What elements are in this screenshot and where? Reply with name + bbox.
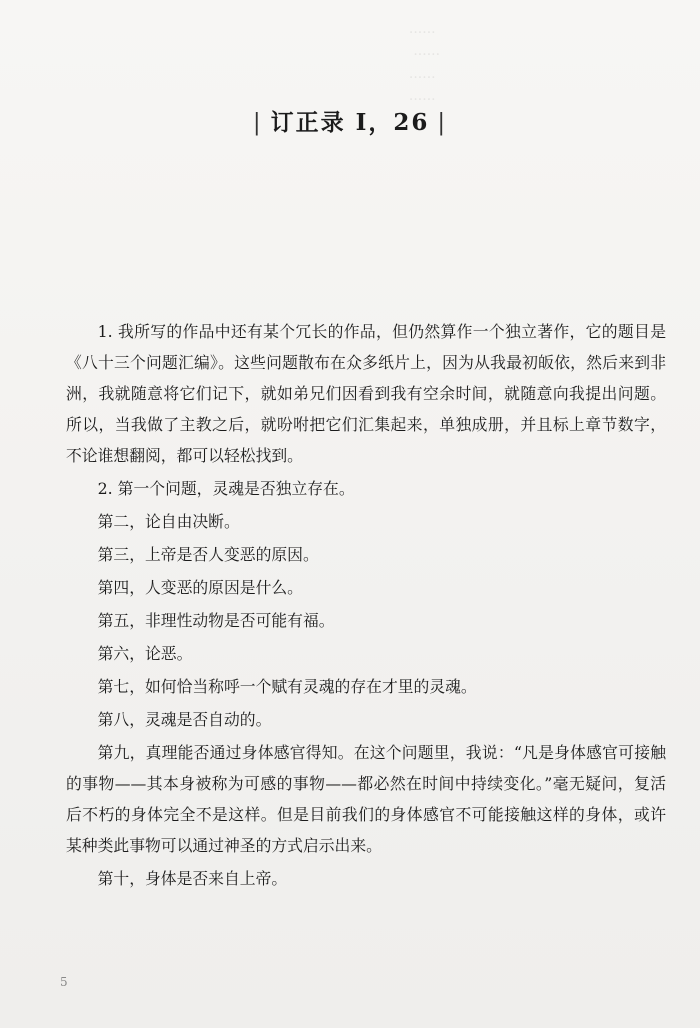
paragraph-11: 第十，身体是否来自上帝。 [97,869,288,888]
paragraph-1: 1. 我所写的作品中还有某个冗长的作品，但仍然算作一个独立著作，它的题目是《八十三个问题汇编》。这些问题散布在众多纸片上，因为从我最初皈依，然后来到非洲，我就随意将它们记下，就如弟兄们因看到我有空余时间，就随意向我提出问题。所以，当我做了主教之后，就吩咐把它们汇集起来，单独成册，并且标上章节数字，不论谁想翻阅，都可以轻松找到。 [66,322,666,465]
bleed-through-text: ······ ······ ······ ······ [408,25,441,109]
chapter-title [0,104,700,137]
paragraph-3: 第二，论自由决断。 [97,512,240,531]
paragraph-5: 第四，人变恶的原因是什么。 [97,578,303,597]
paragraph-4: 第三，上帝是否人变恶的原因。 [97,545,319,564]
page-number: 5 [60,975,68,989]
paragraph-8: 第七，如何恰当称呼一个赋有灵魂的存在才里的灵魂。 [97,677,477,696]
paragraph-10: 第九，真理能否通过身体感官得知。在这个问题里，我说：“凡是身体感官可接触的事物——其本身被称为可感的事物——都必然在时间中持续变化。”毫无疑问，复活后不朽的身体完全不是这样。但是目前我们的身体感官不可能接触这样的身体，或许某种类此事物可以通过神圣的方式启示出来。 [66,743,666,855]
body-text [66,316,666,894]
paragraph-7: 第六，论恶。 [97,644,193,663]
title-left-rule: | [252,110,263,136]
paragraph-2: 2. 第一个问题，灵魂是否独立存在。 [97,479,355,498]
title-right-rule: | [437,110,448,136]
chapter-title-text: 订正录 I，26 [270,109,430,136]
paragraph-9: 第八，灵魂是否自动的。 [97,710,272,729]
paragraph-6: 第五，非理性动物是否可能有福。 [97,611,335,630]
